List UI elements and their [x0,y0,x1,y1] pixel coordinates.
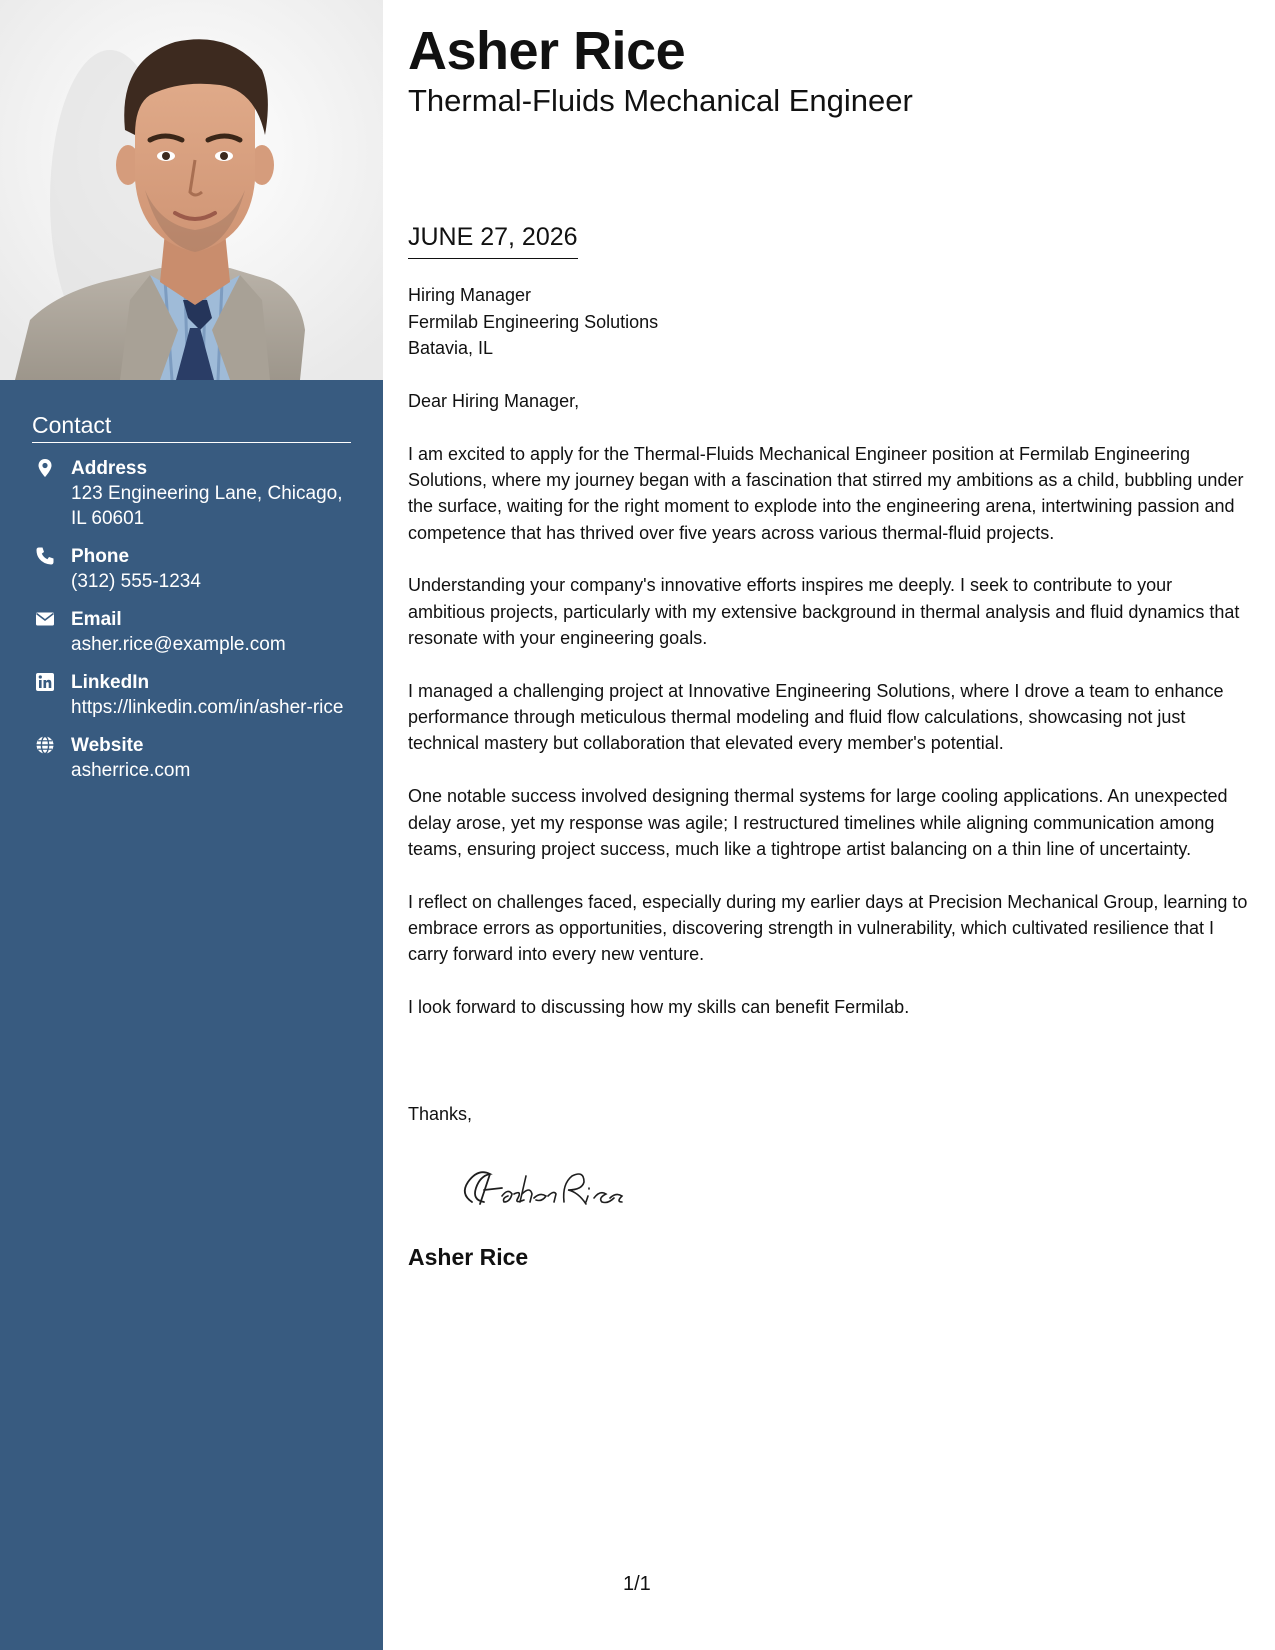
handwritten-signature [450,1158,650,1218]
linkedin-icon [35,672,55,692]
paragraph: Understanding your company's innovative efforts inspires me deeply. I seek to contribute to your ambitious projects, particularly with my extensive background in thermal analysis and fluid dynamics that resonate with your engineering goals. [408,575,1240,649]
paragraph: One notable success involved designing thermal systems for large cooling applications. An unexpected delay arose, yet my response was agile; I restructured timelines while aligning communication among teams, ensuring project success, much like a tightrope artist balancing on a thin line of uncertainty. [408,786,1228,859]
contact-heading: Contact [32,412,351,443]
recipient-company: Fermilab Engineering Solutions [408,311,659,332]
recipient-line: Hiring Manager [408,285,532,305]
applicant-name: Asher Rice [408,21,686,81]
job-title: Thermal-Fluids Mechanical Engineer [408,83,913,118]
closing: Thanks, [408,1104,473,1124]
map-pin-icon [35,458,55,478]
page-number: 1/1 [623,1573,651,1595]
contact-item-email [32,607,351,657]
email-link[interactable]: asher.rice@example.com [71,634,286,656]
website-link[interactable]: asherrice.com [71,760,191,782]
phone-value: (312) 555-1234 [71,571,201,593]
contact-item-website [32,733,351,783]
address-value: 123 Engineering Lane, Chicago, IL 60601 [71,483,343,530]
address-label: Address [71,458,148,480]
profile-photo [0,0,383,380]
paragraph: I am excited to apply for the Thermal-Fluids Mechanical Engineer position at Fermilab Engineering Solutions, where my journey began with a fascination that stirred my ambitions as a child, bubbling under the surface, waiting for the right moment to explode into the engineering arena, intertwining passion and competence that has thrived over five years across various thermal-fluid projects. [408,443,1244,543]
paragraph: I managed a challenging project at Innovative Engineering Solutions, where I drove a team to enhance performance through meticulous thermal modeling and fluid flow calculations, showcasing not just technical mastery but collaboration that elevated every member's potential. [408,680,1224,754]
linkedin-label: LinkedIn [71,672,150,694]
sidebar [0,0,383,1650]
recipient-block [408,282,658,362]
letter-body [408,388,1253,1047]
envelope-icon [35,609,55,629]
paragraph: I look forward to discussing how my skills can benefit Fermilab. [408,997,910,1018]
salutation: Dear Hiring Manager, [408,391,580,411]
phone-label: Phone [71,546,130,568]
paragraph: I reflect on challenges faced, especially during my earlier days at Precision Mechanical Group, learning to embrace errors as opportunities, discovering strength in vulnerability, which cultivated resilience that I carry forward into every new venture. [408,891,1248,965]
recipient-location: Batavia, IL [408,338,494,358]
email-label: Email [71,609,122,631]
contact-list [32,456,351,783]
contact-item-linkedin [32,670,351,720]
contact-item-address [32,456,351,531]
portrait-illustration [0,0,383,380]
website-label: Website [71,735,144,757]
globe-icon [35,735,55,755]
contact-section [32,412,351,796]
letter-date: JUNE 27, 2026 [408,222,578,259]
contact-item-phone [32,544,351,594]
linkedin-link[interactable]: https://linkedin.com/in/asher-rice [71,697,344,719]
phone-icon [35,546,55,566]
signer-name: Asher Rice [408,1244,529,1270]
